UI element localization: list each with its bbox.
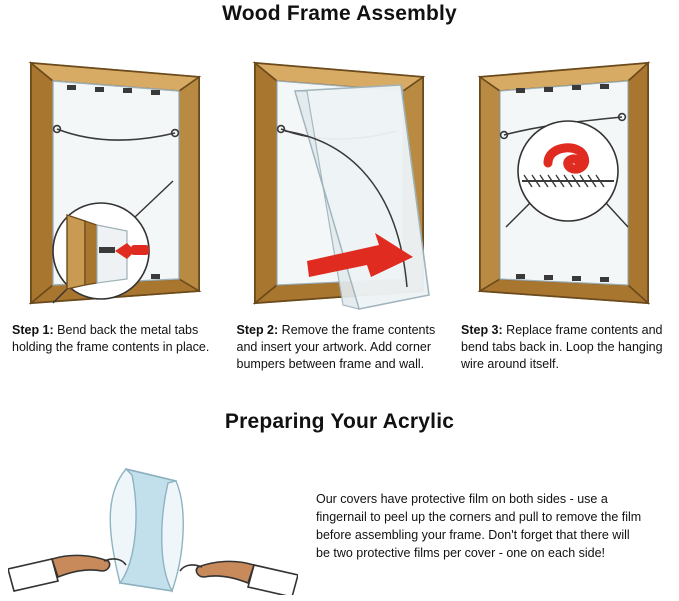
step-2-text: Remove the frame contents and insert your artwork. Add corner bumpers between frame and wall.	[236, 323, 436, 371]
acrylic-section-title: Preparing Your Acrylic	[224, 410, 455, 433]
step-1	[10, 55, 220, 373]
acrylic-peel-illustration	[8, 465, 298, 595]
frame-step2-illustration	[247, 55, 432, 310]
wood-frame-steps-row	[0, 55, 679, 373]
acrylic-instructions-text: Our covers have protective film on both sides - use a fingernail to peel up the corners and pull to remove the film before assembling your frame. Don't forget that there will be two protective films per cover - one on each side!	[316, 492, 642, 560]
step-1-label: Step 1:	[12, 323, 54, 337]
step-3-text: Replace frame contents and bend tabs back in. Loop the hanging wire around itself.	[461, 323, 663, 371]
step-3-caption	[461, 322, 667, 373]
step-2	[235, 55, 445, 373]
step-1-caption	[12, 322, 218, 356]
acrylic-section-row	[0, 455, 679, 595]
frame-step1-illustration	[23, 55, 208, 310]
step-3-label: Step 3:	[461, 323, 503, 337]
frame-step3-illustration	[472, 55, 657, 310]
step-2-label: Step 2:	[236, 323, 279, 337]
wood-frame-section-title: Wood Frame Assembly	[222, 2, 457, 25]
step-3	[459, 55, 669, 373]
step-1-text: Bend back the metal tabs holding the frame contents in place.	[12, 323, 210, 354]
step-2-caption	[237, 322, 443, 373]
